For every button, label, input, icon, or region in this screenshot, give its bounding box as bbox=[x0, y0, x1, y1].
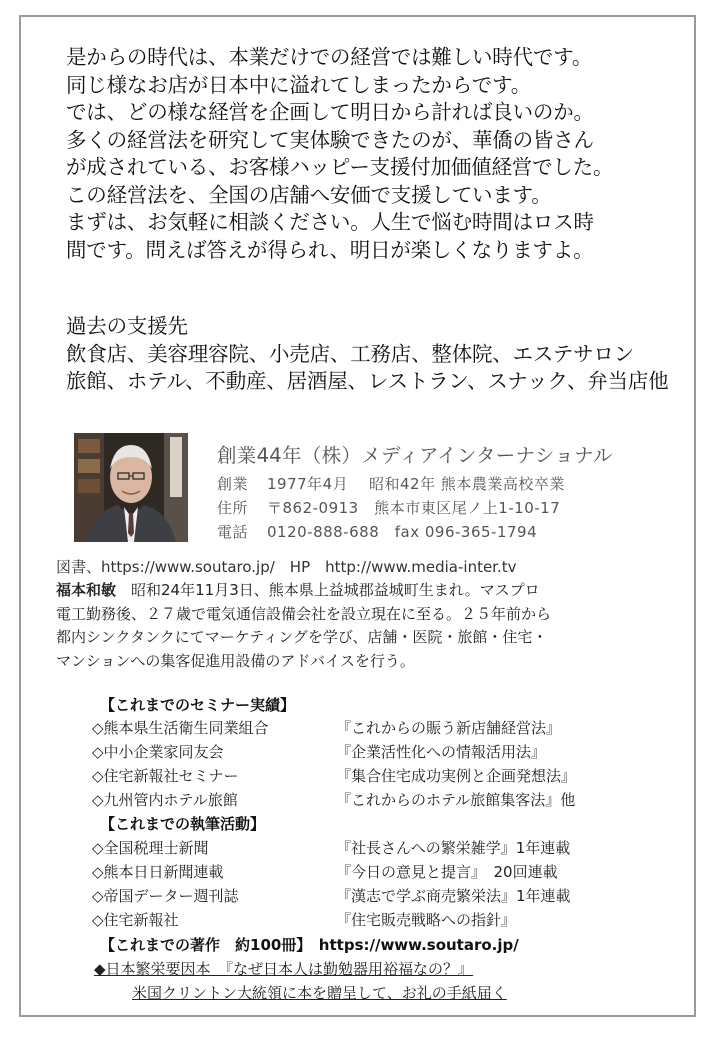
intro-line: この経営法を、全国の店舗へ安価で支援しています。 bbox=[66, 182, 552, 207]
books-highlight-line: ◆日本繁栄要因本 『なぜ日本人は勤勉器用裕福なの？』 bbox=[94, 960, 474, 978]
bio-line bbox=[56, 579, 551, 603]
seminar-org: ◇中小企業家同友会 bbox=[92, 743, 224, 761]
author-bio bbox=[56, 579, 551, 673]
company-name: 創業44年（株）メディアインターナショナル bbox=[217, 444, 613, 467]
bio-line: 都内シンクタンクにてマーケティングを学び、店舗・医院・旅館・住宅・ bbox=[56, 628, 548, 646]
address-row bbox=[217, 497, 560, 518]
writing-org: ◇熊本日日新聞連載 bbox=[92, 863, 224, 881]
intro-line: まずは、お気軽に相談ください。人生で悩む時間はロス時 bbox=[66, 210, 594, 234]
intro-line: が成されている、お客様ハッピー支援付加価値経営でした。 bbox=[66, 155, 614, 179]
seminar-title: 『これからの賑う新店舗経営法』 bbox=[336, 719, 562, 737]
writing-title: 『社長さんへの繁栄雑学』1年連載 bbox=[336, 839, 571, 857]
bio-first-line: 昭和24年11月3日、熊本県上益城郡益城町生まれ。マスプロ bbox=[116, 581, 540, 599]
author-photo bbox=[74, 433, 188, 542]
seminar-title: 『これからのホテル旅館集客法』他 bbox=[336, 791, 576, 809]
author-name: 福本和敏 bbox=[56, 581, 117, 599]
seminar-heading: 【これまでのセミナー実績】 bbox=[100, 696, 296, 714]
books-letter-line: 米国クリントン大統領に本を贈呈して、お礼の手紙届く bbox=[132, 984, 507, 1002]
intro-line: 間です。問えば答えが得られ、明日が楽しくなりますよ。 bbox=[66, 237, 594, 262]
seminar-org: ◇住宅新報社セミナー bbox=[92, 767, 239, 785]
address-label: 住所 bbox=[217, 499, 249, 517]
seminar-title: 『企業活性化への情報活用法』 bbox=[336, 743, 547, 761]
support-section bbox=[66, 313, 668, 396]
bio-line: マンションへの集客促進用設備のアドバイスを行う。 bbox=[56, 651, 415, 670]
intro-line: では、どの様な経営を企画して明日から計れば良いのか。 bbox=[66, 100, 594, 124]
writing-title: 『今日の意見と提言』 20回連載 bbox=[336, 863, 558, 881]
founded-label: 創業 bbox=[217, 475, 249, 493]
writing-org: ◇全国税理士新聞 bbox=[92, 839, 209, 857]
phone-row bbox=[217, 521, 537, 542]
founded-row bbox=[217, 473, 565, 494]
url-line: 図書、https://www.soutaro.jp/ HP http://www.media-inter.tv bbox=[56, 558, 517, 576]
support-heading: 過去の支援先 bbox=[66, 314, 188, 338]
intro-text bbox=[66, 44, 613, 264]
phone-label: 電話 bbox=[217, 523, 249, 541]
writing-org: ◇帝国データー週刊誌 bbox=[92, 887, 239, 905]
seminar-title: 『集合住宅成功実例と企画発想法』 bbox=[336, 767, 577, 785]
phone-value: 0120-888-688 fax 096-365-1794 bbox=[267, 523, 538, 541]
seminar-org: ◇九州管内ホテル旅館 bbox=[92, 791, 238, 809]
intro-line: 多くの経営法を研究して実体験できたのが、華僑の皆さん bbox=[66, 127, 594, 152]
writing-heading: 【これまでの執筆活動】 bbox=[100, 815, 266, 833]
books-heading: 【これまでの著作 約100冊】 https://www.soutaro.jp/ bbox=[100, 936, 519, 954]
address-value: 〒862-0913 熊本市東区尾ノ上1-10-17 bbox=[267, 499, 561, 517]
founded-value: 1977年4月 昭和42年 熊本農業高校卒業 bbox=[267, 475, 565, 493]
seminar-org: ◇熊本県生活衛生同業組合 bbox=[92, 719, 269, 737]
support-line: 旅館、ホテル、不動産、居酒屋、レストラン、スナック、弁当店他 bbox=[66, 369, 669, 393]
writing-title: 『住宅販売戦略への指針』 bbox=[336, 911, 517, 929]
support-line: 飲食店、美容理容院、小売店、工務店、整体院、エステサロン bbox=[66, 341, 634, 366]
bio-line: 電工勤務後、２７歳で電気通信設備会社を設立現在に至る。２５年前から bbox=[56, 604, 552, 623]
intro-line: 是からの時代は、本業だけでの経営では難しい時代です。 bbox=[66, 45, 593, 69]
intro-line: 同じ様なお店が日本中に溢れてしまったからです。 bbox=[66, 72, 532, 97]
writing-org: ◇住宅新報社 bbox=[92, 911, 179, 929]
writing-title: 『漢志で学ぶ商売繁栄法』1年連載 bbox=[336, 887, 571, 905]
